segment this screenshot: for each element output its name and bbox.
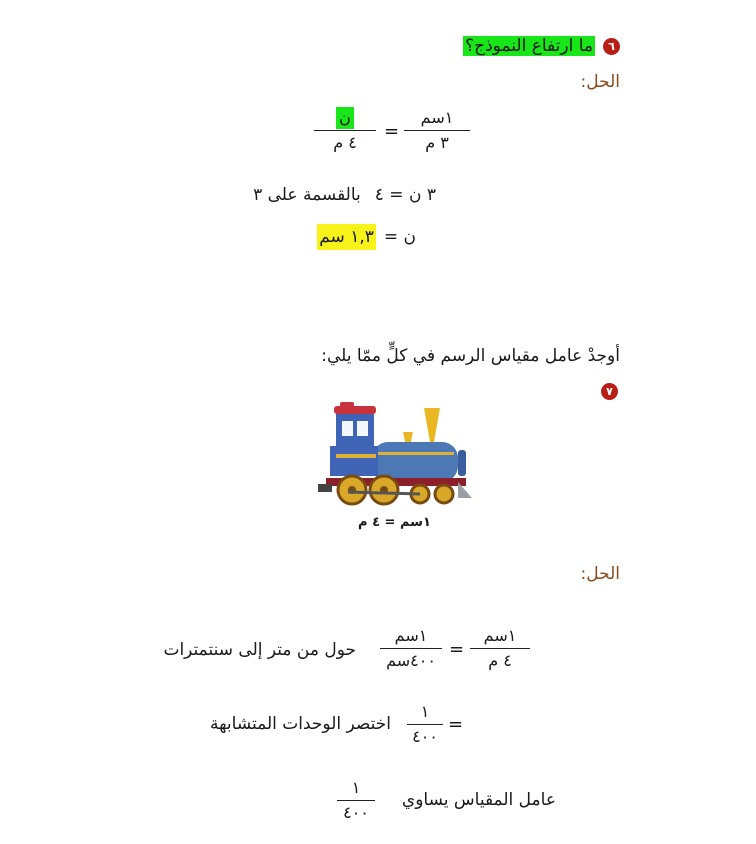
fraction-numerator: ١سم: [483, 626, 517, 645]
train-locomotive-image: [312, 402, 472, 512]
fraction-numerator: ١سم: [394, 626, 428, 645]
fraction-left: [404, 106, 470, 155]
question-text: ما ارتفاع النموذج؟: [465, 36, 593, 56]
solution-label: الحل:: [580, 72, 620, 92]
solution-label: الحل:: [580, 564, 620, 584]
step-3-result: ١,٣ سم: [317, 224, 376, 250]
step-3-variable: ن =: [383, 227, 416, 247]
instruction-text: أوجدْ عامل مقياس الرسم في كلٍّ ممّا يلي:: [321, 346, 620, 366]
equals-sign: =: [449, 639, 465, 660]
fraction-numerator: ١: [351, 778, 361, 797]
equals-sign: =: [384, 121, 400, 142]
question-6: [463, 36, 620, 56]
step-3: [317, 224, 416, 250]
fraction-denominator: ٣ م: [425, 133, 449, 152]
scale-factor-label: عامل المقياس يساوي: [401, 790, 556, 810]
image-caption: ١سم = ٤ م: [358, 515, 431, 530]
fraction-denominator: ٤٠٠: [412, 727, 438, 746]
fraction-numerator: ن: [336, 106, 354, 130]
question-number-badge: ٦: [603, 38, 620, 55]
fraction-denominator: ٤٠٠: [343, 803, 369, 822]
fraction-one-cm-four-m: [470, 624, 530, 673]
step-2: [253, 185, 436, 205]
fraction-right: [314, 106, 376, 155]
fraction-denominator: ٤٠٠سم: [386, 651, 436, 670]
equals-sign: =: [448, 714, 464, 735]
fraction-denominator: ٤ م: [488, 651, 512, 670]
line-1-note: حول من متر إلى سنتمترات: [163, 640, 356, 660]
fraction-denominator: ٤ م: [333, 133, 357, 152]
fraction-one-cm-four-hundred-cm: [380, 624, 442, 673]
step-2-expression: ٣ ن = ٤: [374, 185, 436, 205]
step-2-note: بالقسمة على ٣: [253, 185, 361, 205]
line-2-note: اختصر الوحدات المتشابهة: [209, 714, 391, 734]
fraction-numerator: ١: [420, 702, 430, 721]
fraction-one-over-four-hundred: [407, 700, 443, 749]
question-number-badge: ٧: [601, 383, 618, 400]
fraction-numerator: ١سم: [420, 108, 454, 127]
scale-factor-fraction: [337, 776, 375, 825]
